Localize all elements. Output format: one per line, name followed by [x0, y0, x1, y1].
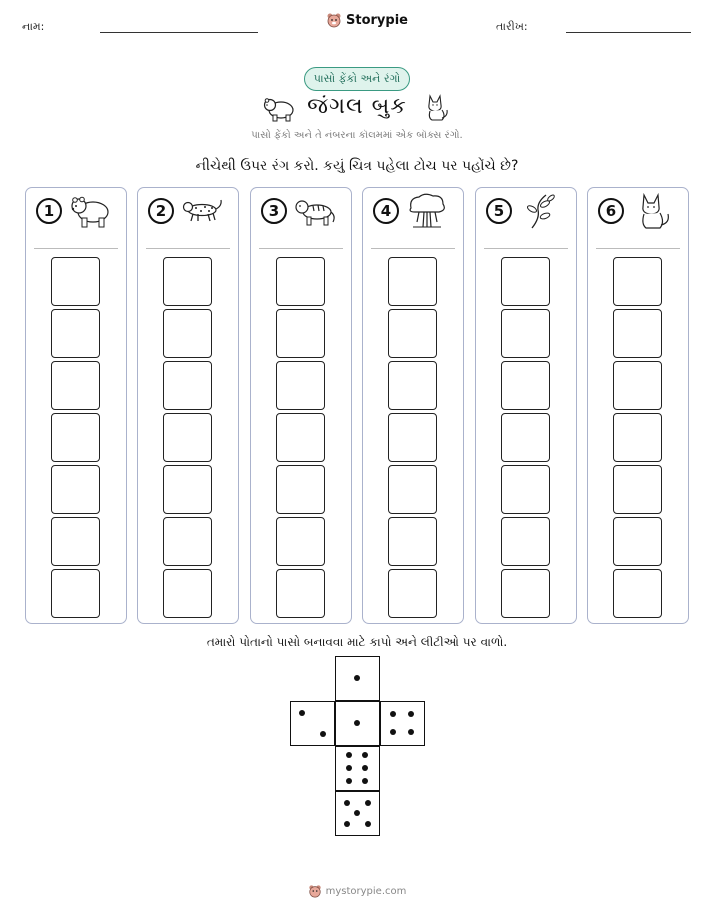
die-pip — [346, 752, 352, 758]
column-divider — [484, 248, 568, 249]
color-box[interactable] — [613, 413, 662, 462]
die-pip — [408, 711, 414, 717]
color-box[interactable] — [163, 257, 212, 306]
die-face[interactable] — [290, 701, 335, 746]
color-box[interactable] — [276, 465, 325, 514]
color-box[interactable] — [388, 413, 437, 462]
die-pip — [344, 800, 350, 806]
color-box[interactable] — [501, 569, 550, 618]
die-face[interactable] — [335, 656, 380, 701]
die-pip — [299, 710, 305, 716]
color-box[interactable] — [276, 257, 325, 306]
column-6 — [587, 187, 689, 624]
column-1 — [25, 187, 127, 624]
column-3 — [250, 187, 352, 624]
color-box[interactable] — [613, 569, 662, 618]
die-pip — [362, 778, 368, 784]
color-box[interactable] — [163, 413, 212, 462]
die-pip — [354, 675, 360, 681]
column-number: 5 — [486, 198, 512, 224]
color-box[interactable] — [163, 309, 212, 358]
color-box[interactable] — [51, 465, 100, 514]
wolf-icon — [630, 192, 674, 230]
color-box[interactable] — [501, 465, 550, 514]
color-box[interactable] — [388, 517, 437, 566]
die-pip — [365, 821, 371, 827]
die-face[interactable] — [335, 791, 380, 836]
activity-badge: પાસો ફેંકો અને રંગો — [304, 67, 410, 91]
vine-icon — [518, 192, 562, 230]
color-box[interactable] — [388, 465, 437, 514]
tiger-icon — [293, 192, 337, 230]
die-pip — [344, 821, 350, 827]
color-box[interactable] — [388, 309, 437, 358]
color-box[interactable] — [613, 465, 662, 514]
color-box[interactable] — [51, 309, 100, 358]
color-box[interactable] — [276, 309, 325, 358]
color-box[interactable] — [51, 361, 100, 410]
column-divider — [371, 248, 455, 249]
color-box[interactable] — [613, 309, 662, 358]
column-5 — [475, 187, 577, 624]
column-number: 2 — [148, 198, 174, 224]
color-box[interactable] — [613, 517, 662, 566]
die-pip — [390, 711, 396, 717]
die-pip — [362, 765, 368, 771]
footer-url[interactable]: mystorypie.com — [325, 885, 407, 897]
color-box[interactable] — [163, 517, 212, 566]
column-number: 3 — [261, 198, 287, 224]
color-box[interactable] — [501, 517, 550, 566]
color-box[interactable] — [51, 257, 100, 306]
die-pip — [408, 729, 414, 735]
color-box[interactable] — [51, 413, 100, 462]
color-box[interactable] — [388, 257, 437, 306]
leopard-icon — [180, 192, 224, 230]
bear-mascot-icon — [326, 12, 342, 28]
die-pip — [346, 778, 352, 784]
color-box[interactable] — [501, 309, 550, 358]
die-face[interactable] — [335, 746, 380, 791]
date-line[interactable] — [566, 32, 691, 33]
column-number: 4 — [373, 198, 399, 224]
tree-icon — [405, 192, 449, 230]
column-divider — [596, 248, 680, 249]
footer — [0, 884, 714, 898]
color-box[interactable] — [388, 569, 437, 618]
color-box[interactable] — [276, 517, 325, 566]
column-number: 1 — [36, 198, 62, 224]
die-face[interactable] — [380, 701, 425, 746]
brand-name: Storypie — [346, 12, 408, 28]
bear-icon — [68, 192, 112, 230]
column-4 — [362, 187, 464, 624]
color-box[interactable] — [163, 465, 212, 514]
page-title: જંગલ બુક — [307, 94, 407, 119]
die-pip — [354, 810, 360, 816]
subtitle: પાસો ફેંકો અને તે નંબરના કૉલમમાં એક બૉક્સ રંગો. — [251, 130, 463, 141]
color-box[interactable] — [276, 361, 325, 410]
name-line[interactable] — [100, 32, 258, 33]
color-box[interactable] — [276, 413, 325, 462]
brand-logo — [326, 12, 408, 28]
column-divider — [34, 248, 118, 249]
question: નીચેથી ઉપર રંગ કરો. કયું ચિત્ર પહેલા ટોચ પર પહોંચે છે? — [195, 158, 519, 174]
color-box[interactable] — [501, 257, 550, 306]
color-box[interactable] — [501, 361, 550, 410]
color-box[interactable] — [613, 361, 662, 410]
name-label: નામ: — [22, 20, 45, 33]
die-pip — [354, 720, 360, 726]
bear-mascot-icon — [308, 884, 322, 898]
column-divider — [146, 248, 230, 249]
die-pip — [320, 731, 326, 737]
wolf-icon — [420, 92, 450, 122]
die-face[interactable] — [335, 701, 380, 746]
die-pip — [346, 765, 352, 771]
die-pip — [365, 800, 371, 806]
column-2 — [137, 187, 239, 624]
date-label: તારીખ: — [496, 20, 528, 33]
color-box[interactable] — [51, 517, 100, 566]
color-box[interactable] — [501, 413, 550, 462]
color-box[interactable] — [163, 569, 212, 618]
color-box[interactable] — [388, 361, 437, 410]
color-box[interactable] — [163, 361, 212, 410]
column-number: 6 — [598, 198, 624, 224]
die-pip — [390, 729, 396, 735]
color-box[interactable] — [613, 257, 662, 306]
die-pip — [362, 752, 368, 758]
color-box[interactable] — [51, 569, 100, 618]
color-box[interactable] — [276, 569, 325, 618]
column-divider — [259, 248, 343, 249]
cut-instruction: તમારો પોતાનો પાસો બનાવવા માટે કાપો અને લીટીઓ પર વાળો. — [206, 635, 508, 649]
